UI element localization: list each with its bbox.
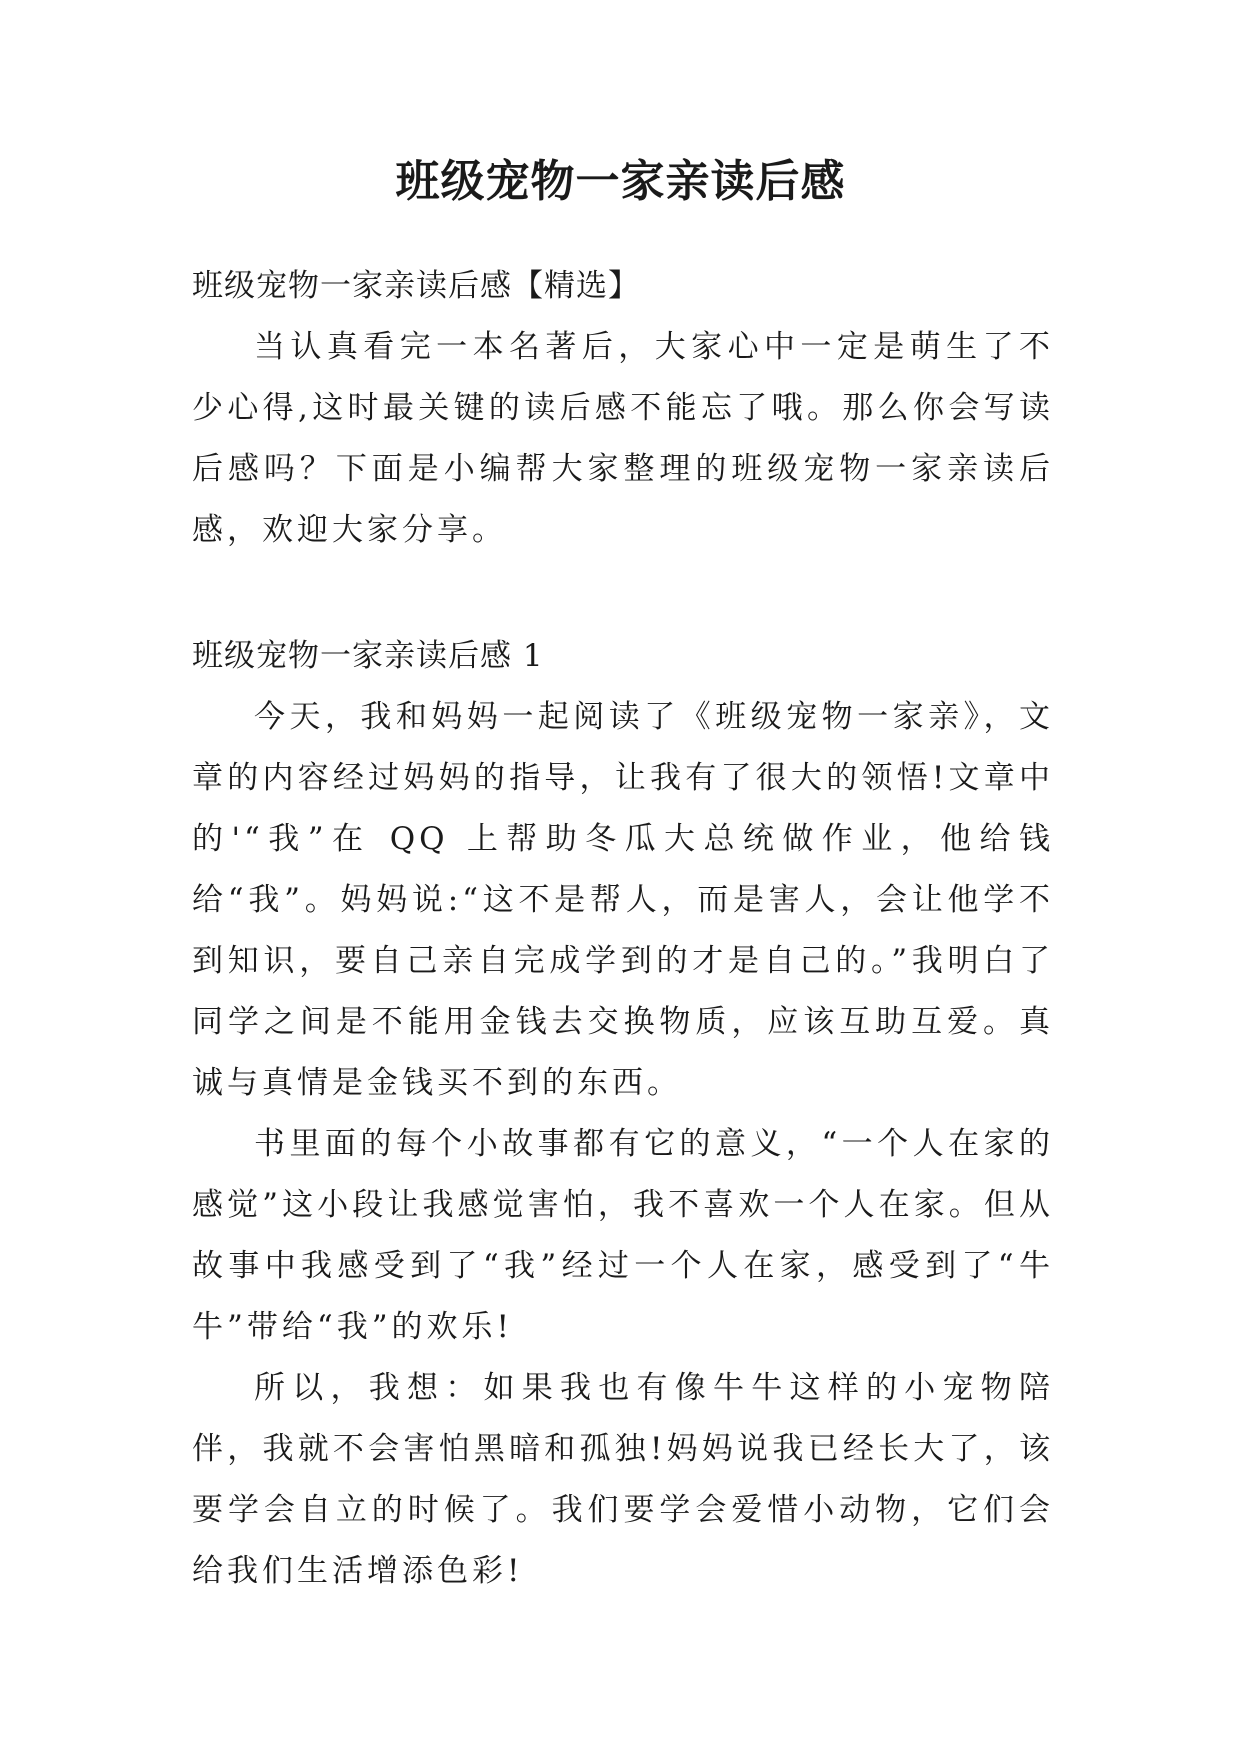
section-1 <box>192 626 1054 1602</box>
section-1-paragraph: 今天，我和妈妈一起阅读了《班级宠物一家亲》，文章的内容经过妈妈的指导，让我有了很大的领悟!文章中的'“我”在 QQ 上帮助冬瓜大总统做作业，他给钱给“我”。妈妈说:“这不是帮人，而是害人，会让他学不到知识，要自己亲自完成学到的才是自己的。”我明白了同学之间是不能用金钱去交换物质，应该互助互爱。真诚与真情是金钱买不到的东西。 <box>192 699 1054 1101</box>
intro-paragraph: 当认真看完一本名著后，大家心中一定是萌生了不少心得,这时最关键的读后感不能忘了哦。那么你会写读后感吗？下面是小编帮大家整理的班级宠物一家亲读后感，欢迎大家分享。 <box>192 329 1054 548</box>
intro-section <box>192 256 1054 561</box>
section-1-paragraph: 书里面的每个小故事都有它的意义，“一个人在家的感觉”这小段让我感觉害怕，我不喜欢一个人在家。但从故事中我感受到了“我”经过一个人在家，感受到了“牛牛”带给“我”的欢乐! <box>192 1126 1054 1345</box>
section-1-paragraph: 所以，我想：如果我也有像牛牛这样的小宠物陪伴，我就不会害怕黑暗和孤独!妈妈说我已经长大了，该要学会自立的时候了。我们要学会爱惜小动物，它们会给我们生活增添色彩! <box>192 1370 1054 1589</box>
section-1-heading: 班级宠物一家亲读后感 1 <box>192 638 544 674</box>
intro-heading: 班级宠物一家亲读后感【精选】 <box>192 268 640 304</box>
document-title: 班级宠物一家亲读后感 <box>395 156 846 207</box>
